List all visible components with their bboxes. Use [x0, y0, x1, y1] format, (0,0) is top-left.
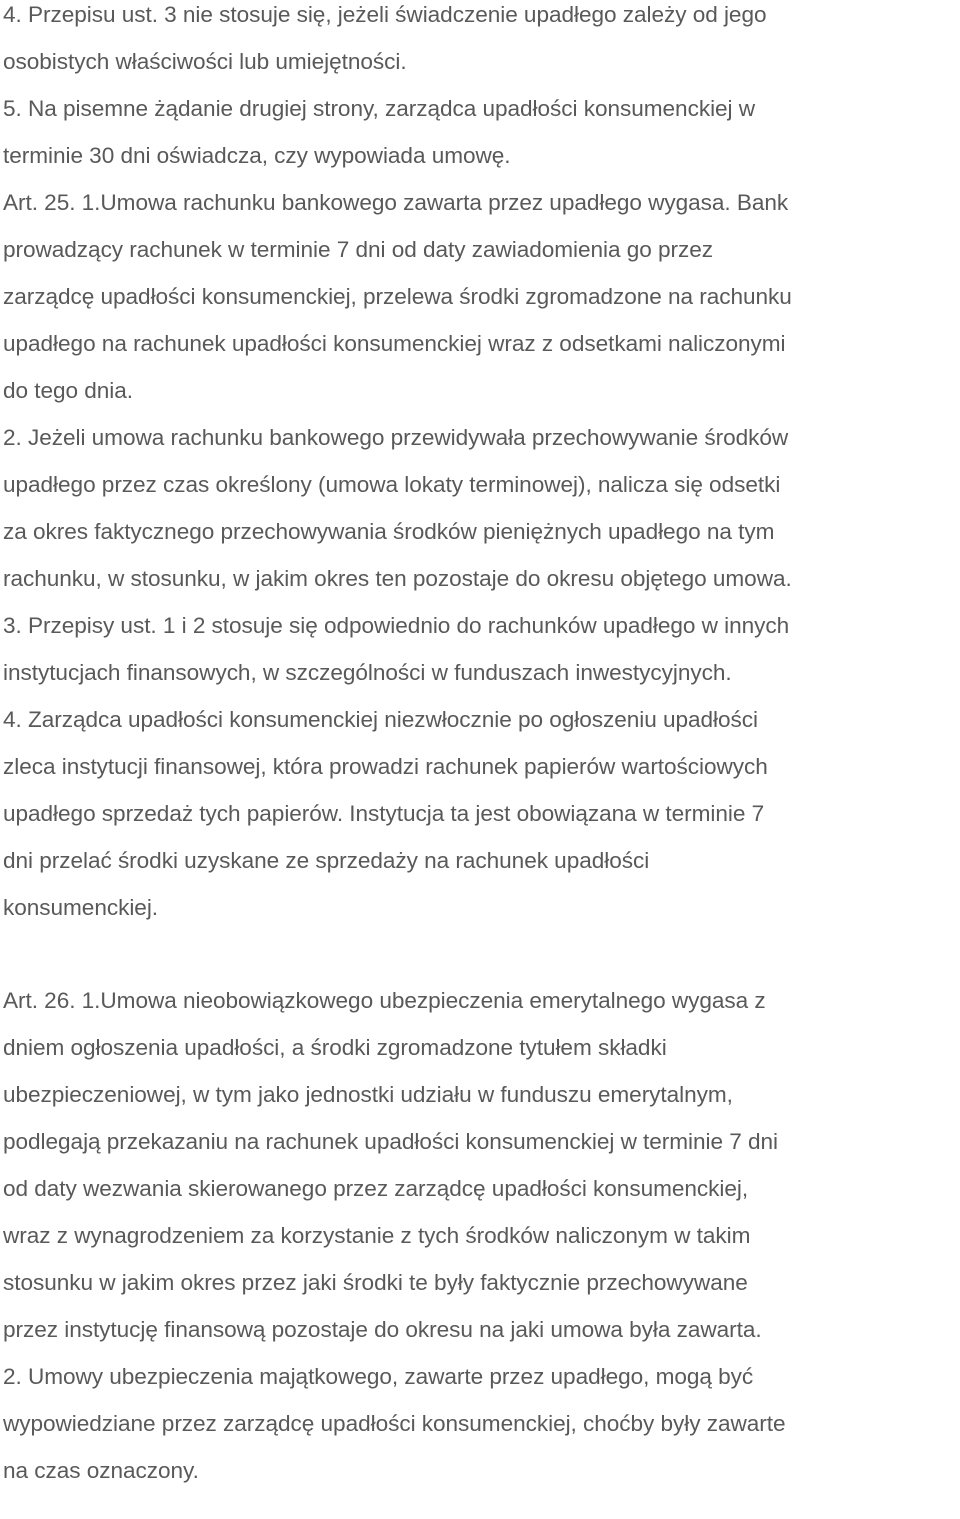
text-line: 4. Przepisu ust. 3 nie stosuje się, jeżeli świadczenie upadłego zależy od jego — [3, 2, 767, 27]
paragraph-art26-ust1 — [3, 977, 958, 1353]
text-line: wraz z wynagrodzeniem za korzystanie z tych środków naliczonym w takim — [3, 1223, 751, 1248]
text-line: dniem ogłoszenia upadłości, a środki zgromadzone tytułem składki — [3, 1035, 667, 1060]
text-line: ubezpieczeniowej, w tym jako jednostki udziału w funduszu emerytalnym, — [3, 1082, 733, 1107]
text-line: od daty wezwania skierowanego przez zarządcę upadłości konsumenckiej, — [3, 1176, 749, 1201]
text-line: zleca instytucji finansowej, która prowadzi rachunek papierów wartościowych — [3, 754, 768, 779]
paragraph-gap — [3, 931, 958, 977]
paragraph-art24-ust4 — [3, 0, 958, 85]
text-line: konsumenckiej. — [3, 895, 159, 920]
text-line: terminie 30 dni oświadcza, czy wypowiada umowę. — [3, 143, 511, 168]
text-line: do tego dnia. — [3, 378, 134, 403]
text-line: 2. Umowy ubezpieczenia majątkowego, zawarte przez upadłego, mogą być — [3, 1364, 754, 1389]
text-line: podlegają przekazaniu na rachunek upadłości konsumenckiej w terminie 7 dni — [3, 1129, 778, 1154]
text-line: upadłego sprzedaż tych papierów. Instytucja ta jest obowiązana w terminie 7 — [3, 801, 765, 826]
text-line: upadłego przez czas określony (umowa lokaty terminowej), nalicza się odsetki — [3, 472, 781, 497]
text-line: zarządcę upadłości konsumenckiej, przelewa środki zgromadzone na rachunku — [3, 284, 792, 309]
text-line: osobistych właściwości lub umiejętności. — [3, 49, 407, 74]
text-line: 5. Na pisemne żądanie drugiej strony, zarządca upadłości konsumenckiej w — [3, 96, 756, 121]
text-line: 3. Przepisy ust. 1 i 2 stosuje się odpowiednio do rachunków upadłego w innych — [3, 613, 790, 638]
text-line: za okres faktycznego przechowywania środków pieniężnych upadłego na tym — [3, 519, 775, 544]
text-line: wypowiedziane przez zarządcę upadłości konsumenckiej, choćby były zawarte — [3, 1411, 786, 1436]
paragraph-art25-ust3 — [3, 602, 958, 696]
text-line: na czas oznaczony. — [3, 1458, 199, 1483]
paragraph-art25-ust1 — [3, 179, 958, 414]
text-line: instytucjach finansowych, w szczególności w funduszach inwestycyjnych. — [3, 660, 732, 685]
text-line: rachunku, w stosunku, w jakim okres ten pozostaje do okresu objętego umowa. — [3, 566, 792, 591]
text-line: stosunku w jakim okres przez jaki środki te były faktycznie przechowywane — [3, 1270, 748, 1295]
text-line: 2. Jeżeli umowa rachunku bankowego przewidywała przechowywanie środków — [3, 425, 789, 450]
paragraph-art25-ust4 — [3, 696, 958, 931]
text-line: upadłego na rachunek upadłości konsumenckiej wraz z odsetkami naliczonymi — [3, 331, 786, 356]
paragraph-art24-ust5 — [3, 85, 958, 179]
text-line: 4. Zarządca upadłości konsumenckiej niezwłocznie po ogłoszeniu upadłości — [3, 707, 758, 732]
paragraph-art25-ust2 — [3, 414, 958, 602]
text-line: przez instytucję finansową pozostaje do okresu na jaki umowa była zawarta. — [3, 1317, 762, 1342]
text-line: Art. 25. 1.Umowa rachunku bankowego zawarta przez upadłego wygasa. Bank — [3, 190, 789, 215]
text-line: prowadzący rachunek w terminie 7 dni od daty zawiadomienia go przez — [3, 237, 713, 262]
text-line: dni przelać środki uzyskane ze sprzedaży na rachunek upadłości — [3, 848, 650, 873]
document-page — [3, 0, 958, 1494]
text-line: Art. 26. 1.Umowa nieobowiązkowego ubezpieczenia emerytalnego wygasa z — [3, 988, 766, 1013]
paragraph-art26-ust2 — [3, 1353, 958, 1494]
